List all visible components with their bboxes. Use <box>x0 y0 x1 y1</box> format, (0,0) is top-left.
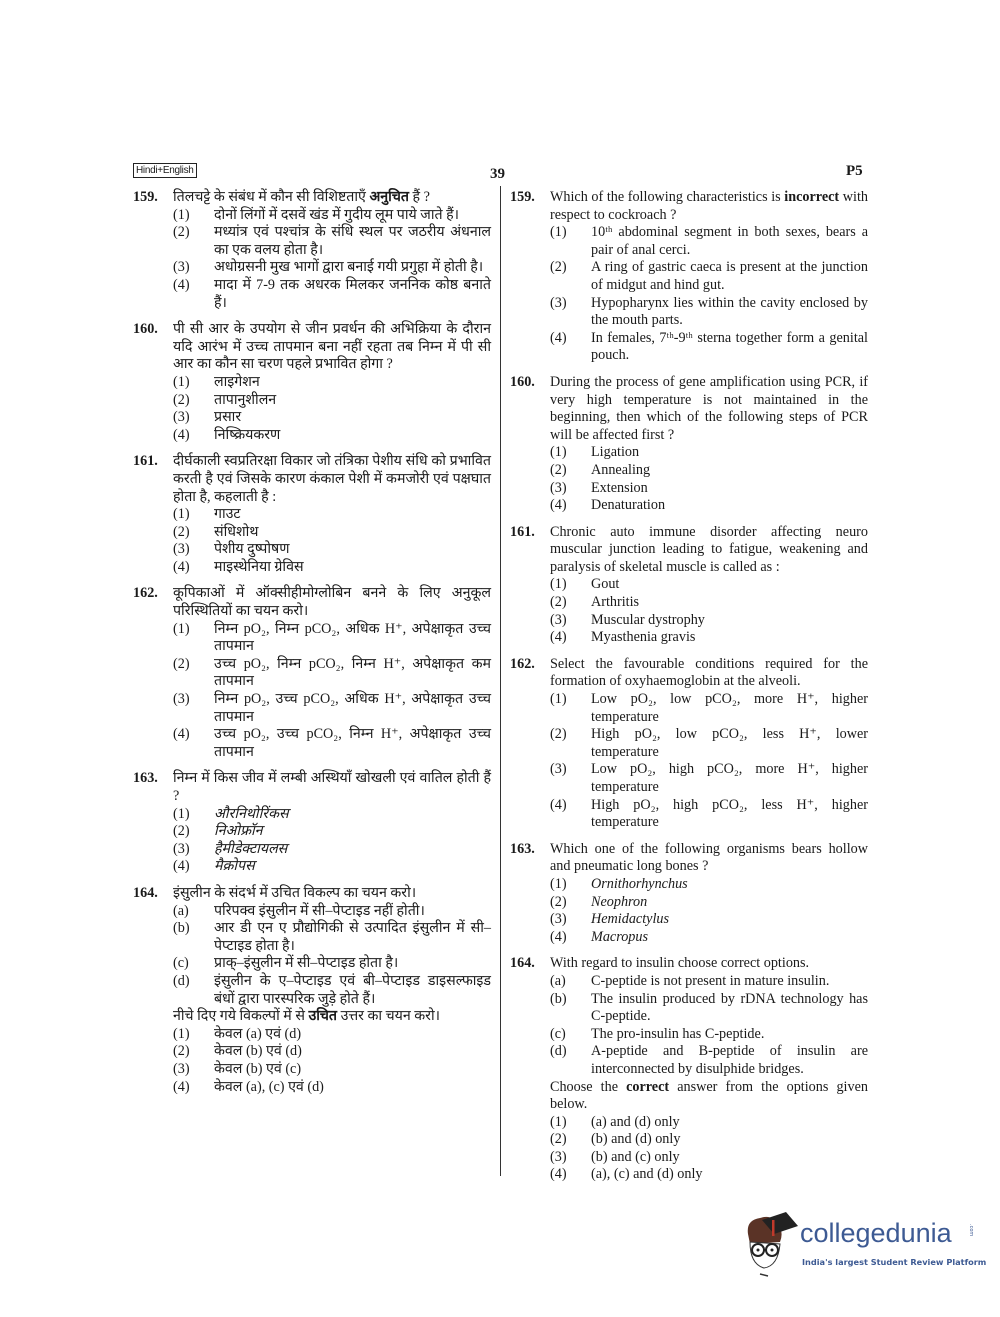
answer-option <box>550 330 868 365</box>
answer-option-text: In females, 7ᵗʰ-9ᵗʰ sterna together form a genital pouch. <box>591 329 868 364</box>
mascot-icon <box>742 1212 800 1280</box>
answer-option-text: केवल (a) एवं (d) <box>214 1025 302 1042</box>
answer-option <box>550 1149 868 1167</box>
answer-option <box>173 524 491 542</box>
stem-text: निम्न में किस जीव में लम्बी अस्थियाँ खोखली एवं वातिल होती हैं ? <box>173 770 491 804</box>
question-number: 163. <box>510 840 535 857</box>
answer-option <box>173 427 491 445</box>
answer-option-label: (2) <box>550 893 567 910</box>
statement-text: परिपक्व इंसुलीन में सी–पेप्टाइड नहीं होती। <box>214 902 425 919</box>
english-column <box>510 189 868 1193</box>
language-tag: Hindi+English <box>133 163 197 178</box>
stem-emphasis: अनुचित <box>369 189 409 205</box>
answer-option-label: (2) <box>550 461 567 478</box>
answer-option-text: High pO₂, low pCO₂, less H⁺, lower temperature <box>591 726 868 760</box>
answer-option-text: Myasthenia gravis <box>591 629 696 646</box>
answer-option-label: (1) <box>173 620 190 637</box>
instruction-emphasis: correct <box>626 1078 670 1095</box>
question-number: 159. <box>133 189 158 205</box>
answer-option <box>550 480 868 498</box>
statement <box>550 973 868 991</box>
answer-option-label: (4) <box>550 329 567 346</box>
question <box>510 374 868 515</box>
logo-wordmark: collegedunia <box>800 1218 952 1248</box>
statement-text: The pro-insulin has C-peptide. <box>591 1025 765 1042</box>
answer-option-label: (3) <box>173 1060 190 1077</box>
question-number: 161. <box>510 523 535 540</box>
answer-option-text: Denaturation <box>591 497 666 514</box>
answer-option-text: मध्यांत्र एवं पश्चांत्र के संधि स्थल पर जठरीय अंधनाल का एक वलय होता है। <box>214 224 491 258</box>
instruction-text <box>173 1008 491 1026</box>
stem-text: दीर्घकाली स्वप्रतिरक्षा विकार जो तंत्रिका पेशीय संधि को प्रभावित करती है एवं जिसके कारण कंकाल पेशी में कमजोरी एवं पक्षघात होता है, कहलाती है : <box>173 453 491 505</box>
answer-option-text: A ring of gastric caeca is present at the junction of midgut and hind gut. <box>591 259 868 293</box>
answer-option-text: केवल (b) एवं (d) <box>214 1043 302 1060</box>
statement-label: (a) <box>550 972 566 989</box>
stem-text-end: with respect to cockroach ? <box>550 189 868 223</box>
logo-tagline: India's largest Student Review Platform <box>802 1257 987 1267</box>
answer-option-text: Gout <box>591 576 620 593</box>
question-stem <box>550 656 868 691</box>
question-stem <box>550 524 868 577</box>
answer-option-label: (4) <box>550 928 567 945</box>
answer-option-text: मादा में 7-9 तक अधरक मिलकर जननिक कोष्ठ बनाते हैं। <box>214 276 491 311</box>
answer-option-text: माइस्थेनिया ग्रेविस <box>214 558 304 575</box>
answer-option-label: (2) <box>173 224 190 241</box>
answer-option-label: (2) <box>173 391 190 408</box>
answer-option-label: (4) <box>550 629 567 646</box>
answer-option <box>550 444 868 462</box>
answer-option-text: Low pO₂, high pCO₂, more H⁺, higher temperature <box>591 761 868 795</box>
question <box>133 885 491 1096</box>
question-stem <box>173 770 491 805</box>
statement-text: इंसुलीन के ए–पेप्टाइड एवं बी–पेप्टाइड डाइसल्फाइड बंधों द्वारा पारस्परिक जुड़े होते हैं। <box>214 972 491 1007</box>
statement-text: C-peptide is not present in mature insulin. <box>591 972 830 989</box>
question <box>133 453 491 576</box>
logo-domain: .com <box>968 1224 974 1237</box>
answer-option <box>173 559 491 577</box>
answer-option-label: (2) <box>550 259 567 276</box>
answer-option-text: निम्न pO₂, निम्न pCO₂, अधिक H⁺, अपेक्षाकृत उच्च तापमान <box>214 620 491 655</box>
answer-option <box>550 1166 868 1184</box>
statement-label: (c) <box>173 955 189 972</box>
statement-text: A-peptide and B-peptide of insulin are interconnected by disulphide bridges. <box>591 1043 868 1077</box>
question <box>133 321 491 444</box>
page-number: 39 <box>490 166 505 182</box>
answer-option <box>173 392 491 410</box>
answer-option-text: तापानुशीलन <box>214 391 277 408</box>
answer-option-text: Ligation <box>591 444 640 461</box>
question <box>133 585 491 761</box>
answer-option-text: Extension <box>591 479 648 496</box>
answer-option <box>173 207 491 225</box>
answer-option-label: (3) <box>173 840 190 857</box>
paper-code: P5 <box>846 163 863 179</box>
answer-option-label: (4) <box>173 858 190 875</box>
answer-option <box>173 621 491 656</box>
answer-option-label: (3) <box>550 479 567 496</box>
answer-option <box>173 656 491 691</box>
instruction-end: उत्तर का चयन करो। <box>337 1008 441 1025</box>
answer-option-text: (a) and (d) only <box>591 1113 680 1130</box>
answer-option <box>550 929 868 947</box>
question-stem <box>173 321 491 374</box>
answer-option-label: (4) <box>550 497 567 514</box>
statement <box>550 1043 868 1078</box>
collegedunia-logo <box>742 1212 987 1282</box>
answer-option-text: Hypopharynx lies within the cavity enclosed by the mouth parts. <box>591 294 868 329</box>
answer-option-label: (4) <box>173 426 190 443</box>
answer-option-label: (1) <box>173 805 190 822</box>
answer-option-text: Low pO₂, low pCO₂, more H⁺, higher temperature <box>591 691 868 725</box>
answer-option-label: (1) <box>550 224 567 241</box>
answer-option-text: निओफ्रॉन <box>214 823 263 840</box>
stem-text: इंसुलीन के संदर्भ में उचित विकल्प का चयन करो। <box>173 884 417 901</box>
question-number: 160. <box>510 373 535 390</box>
answer-option-text: निष्क्रियकरण <box>214 426 281 443</box>
answer-option <box>550 1114 868 1132</box>
answer-option <box>550 894 868 912</box>
answer-option-text: उच्च pO₂, निम्न pCO₂, निम्न H⁺, अपेक्षाकृत कम तापमान <box>214 655 491 690</box>
instruction-start: Choose the <box>550 1078 627 1095</box>
answer-option <box>550 259 868 294</box>
answer-option-label: (1) <box>550 691 567 708</box>
answer-option-label: (1) <box>550 1113 567 1130</box>
statement-text: The insulin produced by rDNA technology has C-peptide. <box>591 990 868 1025</box>
answer-option-label: (2) <box>173 823 190 840</box>
answer-option-text: दोनों लिंगों में दसवें खंड में गुदीय लूम पाये जाते हैं। <box>214 206 460 223</box>
question <box>510 189 868 365</box>
answer-option <box>550 295 868 330</box>
answer-option-text: हैमीडेक्टायलस <box>214 840 288 857</box>
instruction-end: answer from the options given below. <box>550 1078 868 1113</box>
answer-option-label: (3) <box>550 761 567 778</box>
answer-option <box>550 462 868 480</box>
answer-option <box>173 259 491 277</box>
answer-option-text: पेशीय दुष्पोषण <box>214 541 290 558</box>
question-number: 164. <box>133 884 158 901</box>
question-number: 161. <box>133 453 158 470</box>
stem-text: Chronic auto immune disorder affecting neuro muscular junction leading to fatigue, weakening and paralysis of skeletal muscle is called as : <box>550 523 868 575</box>
statement-label: (c) <box>550 1025 566 1042</box>
answer-option-text: Macropus <box>591 928 649 945</box>
answer-option-label: (4) <box>173 726 190 743</box>
answer-option-label: (1) <box>173 506 190 523</box>
question-stem <box>173 885 491 903</box>
answer-option-text: अधोग्रसनी मुख भागों द्वारा बनाई गयी प्रगुहा में होती है। <box>214 259 484 276</box>
stem-text: During the process of gene amplification using PCR, if very high temperature is not maintained in the beginning, then which of the following steps of PCR will be affected first ? <box>550 373 868 443</box>
answer-option-text: High pO₂, high pCO₂, less H⁺, higher temperature <box>591 796 868 831</box>
question-number: 162. <box>133 585 158 602</box>
answer-option-text: Hemidactylus <box>591 911 670 928</box>
answer-option-label: (3) <box>550 611 567 628</box>
stem-text: पी सी आर के उपयोग से जीन प्रवर्धन की अभिक्रिया के दौरान यदि आरंभ में उच्च तापमान बना नहीं रहता तब निम्न में पी सी आर का कौन सा चरण पहले प्रभावित होगा ? <box>173 321 491 373</box>
answer-option <box>173 691 491 726</box>
answer-option <box>550 761 868 796</box>
stem-text: With regard to insulin choose correct options. <box>550 955 810 972</box>
stem-text: कूपिकाओं में ऑक्सीहीमोग्लोबिन बनने के लिए अनुकूल परिस्थितियों का चयन करो। <box>173 585 491 620</box>
answer-option-label: (2) <box>550 1131 567 1148</box>
stem-text-end: हैं ? <box>408 189 430 205</box>
instruction-emphasis: उचित <box>308 1008 338 1025</box>
statement-label: (d) <box>173 972 190 989</box>
statement-text: प्राक्–इंसुलीन में सी–पेप्टाइड होता है। <box>214 955 399 972</box>
hindi-column <box>133 189 491 1105</box>
stem-text: तिलचट्टे के संबंध में कौन सी विशिष्टताएँ <box>173 189 370 205</box>
answer-option <box>550 911 868 929</box>
answer-option-label: (1) <box>550 875 567 892</box>
question <box>510 955 868 1184</box>
answer-option-text: केवल (a), (c) एवं (d) <box>214 1078 324 1095</box>
answer-option-text: मैक्रोपस <box>214 858 255 875</box>
answer-option-label: (3) <box>550 911 567 928</box>
question-stem <box>550 841 868 876</box>
answer-option <box>173 506 491 524</box>
answer-option-text: लाइगेशन <box>214 373 260 390</box>
answer-option <box>550 224 868 259</box>
answer-option <box>173 224 491 259</box>
question <box>510 656 868 832</box>
stem-emphasis: incorrect <box>784 189 840 205</box>
answer-option-label: (3) <box>550 294 567 311</box>
answer-option <box>550 691 868 726</box>
answer-option <box>550 1131 868 1149</box>
answer-option-text: Ornithorhynchus <box>591 875 688 892</box>
question-number: 160. <box>133 321 158 338</box>
answer-option-label: (2) <box>550 594 567 611</box>
answer-option-label: (1) <box>550 576 567 593</box>
question <box>510 524 868 647</box>
question-stem <box>173 189 491 207</box>
answer-option <box>550 576 868 594</box>
stem-text: Which of the following characteristics is <box>550 189 785 205</box>
answer-option-text: (a), (c) and (d) only <box>591 1166 703 1183</box>
answer-option-label: (3) <box>173 259 190 276</box>
answer-option <box>550 876 868 894</box>
answer-option <box>173 806 491 824</box>
answer-option-text: गाउट <box>214 506 241 523</box>
answer-option-label: (4) <box>173 1078 190 1095</box>
question <box>510 841 868 947</box>
answer-option <box>173 277 491 312</box>
stem-text: Select the favourable conditions required for the formation of oxyhaemoglobin at the alveoli. <box>550 655 868 690</box>
question <box>133 189 491 312</box>
answer-option-label: (4) <box>550 796 567 813</box>
question-stem <box>550 955 868 973</box>
answer-option-label: (1) <box>173 373 190 390</box>
answer-option-label: (2) <box>173 1043 190 1060</box>
question-number: 162. <box>510 655 535 672</box>
answer-option-label: (2) <box>173 655 190 672</box>
question-stem <box>173 453 491 506</box>
answer-option <box>173 374 491 392</box>
answer-option-text: (b) and (d) only <box>591 1131 681 1148</box>
question-number: 164. <box>510 955 535 972</box>
answer-option <box>173 823 491 841</box>
question-stem <box>173 585 491 620</box>
answer-option <box>173 841 491 859</box>
answer-option-text: संधिशोथ <box>214 523 259 540</box>
answer-option-label: (2) <box>550 726 567 743</box>
answer-option-label: (3) <box>173 541 190 558</box>
answer-option <box>173 541 491 559</box>
statement-label: (a) <box>173 902 189 919</box>
answer-option-label: (3) <box>173 409 190 426</box>
answer-option-label: (1) <box>173 1025 190 1042</box>
answer-option <box>550 629 868 647</box>
instruction-text <box>550 1079 868 1114</box>
answer-option-label: (1) <box>550 444 567 461</box>
statement-text: आर डी एन ए प्रौद्योगिकी से उत्पादित इंसुलीन में सी–पेप्टाइड होता है। <box>214 920 491 954</box>
answer-option-text: औरनिथोरिंकस <box>214 805 289 822</box>
statement-label: (d) <box>550 1043 567 1060</box>
answer-option-text: Neophron <box>591 893 648 910</box>
statement <box>173 973 491 1008</box>
answer-option-text: (b) and (c) only <box>591 1148 680 1165</box>
answer-option <box>550 726 868 761</box>
answer-option-label: (3) <box>550 1148 567 1165</box>
statement-label: (b) <box>173 920 190 937</box>
answer-option <box>550 594 868 612</box>
answer-option <box>550 497 868 515</box>
answer-option-label: (1) <box>173 206 190 223</box>
answer-option <box>173 1026 491 1044</box>
answer-option <box>173 1043 491 1061</box>
question <box>133 770 491 876</box>
answer-option-text: निम्न pO₂, उच्च pCO₂, अधिक H⁺, अपेक्षाकृत उच्च तापमान <box>214 691 491 725</box>
answer-option <box>173 409 491 427</box>
statement <box>550 1026 868 1044</box>
answer-option <box>173 726 491 761</box>
stem-text: Which one of the following organisms bears hollow and pneumatic long bones ? <box>550 840 868 875</box>
statement <box>550 991 868 1026</box>
statement <box>173 903 491 921</box>
answer-option-text: उच्च pO₂, उच्च pCO₂, निम्न H⁺, अपेक्षाकृत उच्च तापमान <box>214 726 491 760</box>
column-divider <box>500 186 501 1176</box>
answer-option-text: Muscular dystrophy <box>591 611 705 628</box>
answer-option <box>173 1061 491 1079</box>
statement-label: (b) <box>550 990 567 1007</box>
answer-option-label: (4) <box>173 558 190 575</box>
question-number: 159. <box>510 189 535 205</box>
answer-option-text: Annealing <box>591 461 651 478</box>
answer-option-text: Arthritis <box>591 594 640 611</box>
question-number: 163. <box>133 770 158 787</box>
answer-option-text: 10ᵗʰ abdominal segment in both sexes, bears a pair of anal cerci. <box>591 224 868 258</box>
answer-option-text: प्रसार <box>214 409 242 426</box>
answer-option <box>550 797 868 832</box>
answer-option-label: (3) <box>173 691 190 708</box>
instruction-start: नीचे दिए गये विकल्पों में से <box>173 1008 309 1025</box>
answer-option <box>550 612 868 630</box>
statement <box>173 955 491 973</box>
question-stem <box>550 189 868 224</box>
answer-option <box>173 1079 491 1097</box>
answer-option-label: (2) <box>173 523 190 540</box>
answer-option <box>173 858 491 876</box>
answer-option-text: केवल (b) एवं (c) <box>214 1060 302 1077</box>
answer-option-label: (4) <box>173 276 190 293</box>
question-stem <box>550 374 868 444</box>
statement <box>173 920 491 955</box>
answer-option-label: (4) <box>550 1166 567 1183</box>
